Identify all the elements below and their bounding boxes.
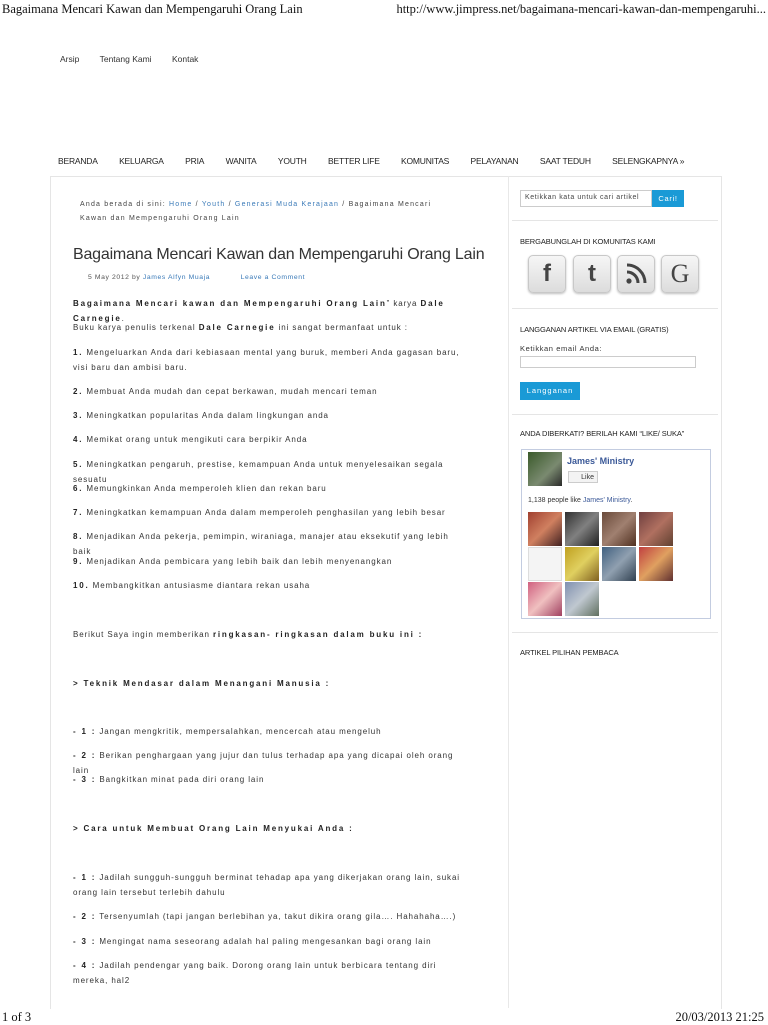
benefit-item	[73, 554, 468, 569]
nav-komunitas[interactable]: KOMUNITAS	[401, 156, 450, 166]
benefit-text: Menjadikan Anda pekerja, pemimpin, wiraniaga, manajer atau eksekutif yang lebih baik	[73, 532, 449, 556]
benefit-number: 6.	[73, 484, 84, 493]
twitter-icon[interactable]: t	[573, 255, 611, 293]
benefit-number: 8.	[73, 532, 84, 541]
rule-item	[73, 958, 468, 988]
like-count-page-link[interactable]: James' Ministry	[582, 497, 631, 504]
section-heading-text: > Cara untuk Membuat Orang Lain Menyukai Anda :	[73, 824, 354, 833]
search-button[interactable]: Cari!	[652, 190, 684, 207]
community-heading: BERGABUNGLAH DI KOMUNITAS KAMI	[520, 237, 656, 246]
rule-number: - 2 :	[73, 912, 97, 921]
fan-avatar[interactable]	[639, 512, 673, 546]
intro-end: .	[121, 314, 125, 323]
breadcrumb-separator: /	[225, 201, 235, 208]
nav-beranda[interactable]: BERANDA	[58, 156, 98, 166]
benefit-item	[73, 432, 468, 447]
intro-author: Dale Carnegie	[73, 299, 445, 323]
like-heading: ANDA DIBERKATI? BERILAH KAMI “LIKE/ SUKA”	[520, 429, 685, 438]
rule-item	[73, 772, 468, 787]
post-date: 5 May 2012 by	[88, 274, 143, 281]
rule-number: - 3 :	[73, 775, 97, 784]
print-header	[0, 0, 768, 20]
fan-avatar[interactable]	[565, 547, 599, 581]
like-count-text: 1,138 people like	[528, 497, 583, 504]
print-page-title: Bagaimana Mencari Kawan dan Mempengaruhi Orang Lain	[2, 2, 303, 16]
breadcrumb-home[interactable]: Home	[169, 201, 193, 208]
print-page-number: 1 of 3	[2, 1010, 32, 1024]
fan-avatar[interactable]	[565, 582, 599, 616]
breadcrumb-youth[interactable]: Youth	[201, 201, 226, 208]
nav-better-life[interactable]: BETTER LIFE	[328, 156, 380, 166]
fan-avatar[interactable]	[602, 547, 636, 581]
breadcrumb-separator: /	[339, 201, 349, 208]
benefit-item	[73, 481, 468, 496]
rule-text: Jangan mengkritik, mempersalahkan, mencercah atau mengeluh	[96, 727, 382, 736]
summary-bold: ringkasan- ringkasan dalam buku ini :	[212, 630, 424, 639]
benefit-text: Membuat Anda mudah dan cepat berkawan, mudah mencari teman	[83, 387, 378, 396]
para-author: Dale Carnegie	[198, 323, 276, 332]
benefit-text: Meningkatkan pengaruh, prestise, kemampuan Anda untuk menyelesaikan segala sesuatu	[73, 460, 444, 484]
rule-number: - 1 :	[73, 873, 97, 882]
section-heading	[73, 676, 468, 691]
rule-number: - 2 :	[73, 751, 97, 760]
fan-avatar[interactable]	[565, 512, 599, 546]
top-nav-tentang-kami[interactable]: Tentang Kami	[99, 54, 152, 64]
print-footer	[0, 1008, 768, 1024]
sidebar-divider	[512, 308, 718, 309]
top-nav-arsip[interactable]: Arsip	[60, 54, 80, 64]
fan-avatar[interactable]	[528, 582, 562, 616]
search-input[interactable]: Ketikkan kata untuk cari artikel	[520, 190, 652, 207]
nav-selengkapnya[interactable]: SELENGKAPNYA »	[612, 156, 685, 166]
leave-comment-link[interactable]: Leave a Comment	[240, 274, 306, 281]
post-meta	[88, 274, 305, 281]
intro-karya: ” karya	[386, 299, 421, 308]
rule-text: Tersenyumlah (tapi jangan berlebihan ya, takut dikira orang gila…. Hahahaha….)	[96, 912, 457, 921]
benefit-item	[73, 384, 468, 399]
facebook-page-name[interactable]: James' Ministry	[567, 456, 635, 466]
top-nav	[60, 54, 216, 64]
benefit-text: Meningkatkan popularitas Anda dalam lingkungan anda	[83, 411, 329, 420]
benefit-number: 9.	[73, 557, 84, 566]
benefit-text: Memungkinkan Anda memperoleh klien dan rekan baru	[83, 484, 327, 493]
benefit-text: Membangkitkan antusiasme diantara rekan usaha	[89, 581, 311, 590]
benefit-number: 7.	[73, 508, 84, 517]
benefit-number: 2.	[73, 387, 84, 396]
email-label: Ketikkan email Anda:	[520, 344, 603, 353]
like-count-end: .	[630, 497, 633, 504]
rule-number: - 3 :	[73, 937, 97, 946]
print-datetime: 20/03/2013 21:25	[675, 1010, 764, 1024]
rss-icon[interactable]	[617, 255, 655, 293]
benefit-item	[73, 408, 468, 423]
post-author-link[interactable]: James Alfyn Muaja	[142, 274, 211, 281]
benefit-text: Menjadikan Anda pembicara yang lebih baik dan lebih menyenangkan	[83, 557, 393, 566]
rule-text: Jadilah pendengar yang baik. Dorong orang lain untuk berbicara tentang diri mereka, hal2	[73, 961, 437, 985]
benefit-number: 1.	[73, 348, 84, 357]
breadcrumb-prefix: Anda berada di sini:	[80, 201, 170, 208]
nav-pelayanan[interactable]: PELAYANAN	[470, 156, 519, 166]
nav-pria[interactable]: PRIA	[185, 156, 205, 166]
section-heading-text: > Teknik Mendasar dalam Menangani Manusia :	[73, 679, 331, 688]
benefit-item	[73, 578, 468, 593]
summary-intro	[73, 627, 468, 642]
nav-keluarga[interactable]: KELUARGA	[119, 156, 164, 166]
benefit-item	[73, 345, 468, 375]
rule-item	[73, 724, 468, 739]
main-nav	[58, 156, 703, 166]
breadcrumb-separator: /	[192, 201, 202, 208]
rule-text: Berikan penghargaan yang jujur dan tulus terhadap apa yang dicapai oleh orang lain	[73, 751, 454, 775]
rule-text: Mengingat nama seseorang adalah hal paling mengesankan bagi orang lain	[96, 937, 432, 946]
facebook-icon[interactable]: f	[528, 255, 566, 293]
rule-item	[73, 909, 468, 924]
reader-picks-heading: ARTIKEL PILIHAN PEMBACA	[520, 648, 619, 657]
fan-avatar[interactable]	[528, 512, 562, 546]
breadcrumb-generasi[interactable]: Generasi Muda Kerajaan	[234, 201, 340, 208]
google-icon[interactable]: G	[661, 255, 699, 293]
subscribe-heading: LANGGANAN ARTIKEL VIA EMAIL (GRATIS)	[520, 325, 669, 334]
rule-number: - 4 :	[73, 961, 97, 970]
email-field[interactable]	[520, 356, 696, 368]
rule-number: - 1 :	[73, 727, 97, 736]
benefit-number: 10.	[73, 581, 90, 590]
summary-text: Berikut Saya ingin memberikan	[73, 630, 213, 639]
breadcrumb	[80, 198, 460, 226]
post-title: Bagaimana Mencari Kawan dan Mempengaruhi Orang Lain	[73, 246, 485, 263]
sidebar-divider	[512, 414, 718, 415]
breadcrumb-current: Bagaimana Mencari Kawan dan Mempengaruhi Orang Lain	[80, 201, 432, 222]
benefit-number: 3.	[73, 411, 84, 420]
para-text: Buku karya penulis terkenal	[73, 323, 199, 332]
rule-text: Jadilah sungguh-sungguh berminat tehadap apa yang dikerjakan orang lain, sukai orang lain tersebut terlebih dahulu	[73, 873, 460, 897]
facebook-like-count	[528, 497, 632, 504]
rule-item	[73, 870, 468, 900]
benefit-text: Meningkatkan kemampuan Anda dalam memperoleh penghasilan yang lebih besar	[83, 508, 446, 517]
para-text: ini sangat bermanfaat untuk :	[275, 323, 408, 332]
benefit-number: 4.	[73, 435, 84, 444]
fan-avatar[interactable]	[602, 512, 636, 546]
nav-youth[interactable]: YOUTH	[277, 156, 307, 166]
nav-saat-teduh[interactable]: SAAT TEDUH	[539, 156, 591, 166]
benefit-text: Memikat orang untuk mengikuti cara berpikir Anda	[83, 435, 308, 444]
page-avatar	[528, 452, 562, 486]
rule-text: Bangkitkan minat pada diri orang lain	[96, 775, 265, 784]
fan-avatar-placeholder[interactable]	[528, 547, 562, 581]
top-nav-kontak[interactable]: Kontak	[171, 54, 199, 64]
nav-wanita[interactable]: WANITA	[225, 156, 257, 166]
section-heading	[73, 821, 468, 836]
intro-book-title: Bagaimana Mencari kawan dan Mempengaruhi Orang Lain	[73, 299, 387, 308]
benefit-item	[73, 505, 468, 520]
post-paragraph	[73, 320, 468, 335]
fan-avatar[interactable]	[639, 547, 673, 581]
benefit-number: 5.	[73, 460, 84, 469]
rule-item	[73, 934, 468, 949]
benefit-text: Mengeluarkan Anda dari kebiasaan mental yang buruk, memberi Anda gagasan baru, visi baru dan ambisi baru.	[73, 348, 460, 372]
facebook-like-button[interactable]: Like	[568, 471, 598, 483]
print-page-url: http://www.jimpress.net/bagaimana-mencari-kawan-dan-mempengaruhi...	[396, 2, 766, 16]
sidebar-divider	[512, 220, 718, 221]
sidebar-divider	[512, 632, 718, 633]
subscribe-button[interactable]: Langganan	[520, 382, 580, 400]
column-divider	[508, 176, 509, 1008]
